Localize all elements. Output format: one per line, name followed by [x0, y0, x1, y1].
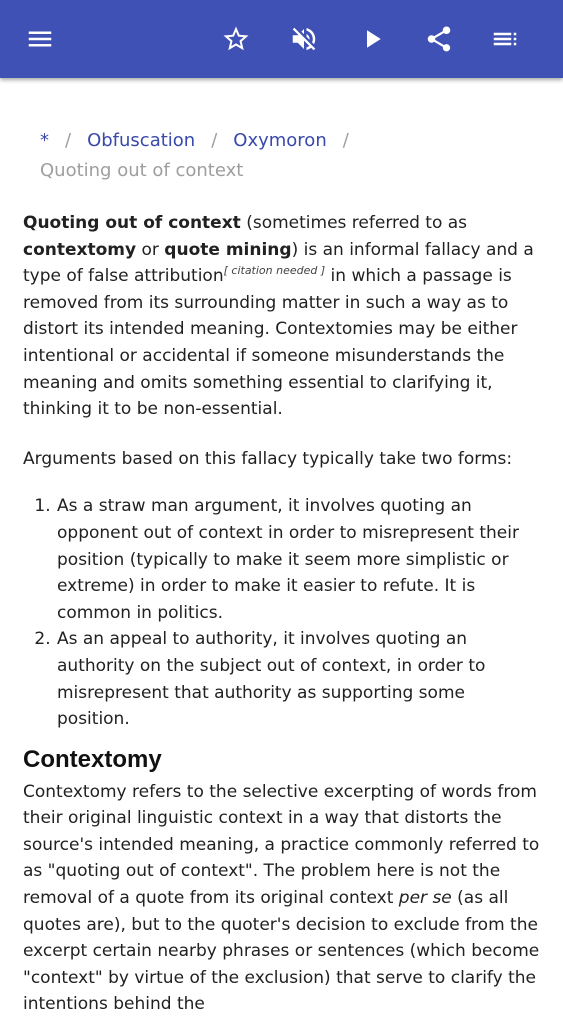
bookmark-button[interactable]: [216, 19, 256, 59]
breadcrumb-separator: /: [65, 130, 72, 151]
section-heading-contextomy: Contextomy: [23, 745, 162, 773]
breadcrumb-current: Quoting out of context: [40, 160, 244, 181]
mute-icon: [289, 24, 319, 54]
breadcrumb: [40, 126, 540, 186]
play-button[interactable]: [352, 19, 392, 59]
breadcrumb-item-oxymoron[interactable]: Oxymoron: [233, 130, 327, 151]
forms-paragraph: Arguments based on this fallacy typically take two forms:: [23, 448, 513, 469]
forms-list: [23, 493, 543, 732]
term-contextomy: contextomy: [23, 239, 137, 260]
breadcrumb-item-obfuscation[interactable]: Obfuscation: [87, 130, 196, 151]
star-icon: [221, 24, 251, 54]
section-emphasis: per se: [398, 888, 452, 909]
app-bar: [0, 0, 563, 78]
article-scroll-area[interactable]: [0, 78, 563, 1015]
intro-paragraph: [23, 210, 543, 423]
intro-text: ) is an informal fallacy and a type of false attribution: [23, 239, 534, 287]
table-of-contents-button[interactable]: [485, 19, 525, 59]
contextomy-paragraph: [23, 779, 543, 1018]
intro-text: (sometimes referred to as: [240, 213, 468, 233]
menu-button[interactable]: [20, 19, 60, 59]
term-quote-mining: quote mining: [164, 239, 292, 260]
term-quoting-out-of-context: Quoting out of context: [23, 213, 241, 233]
share-icon: [424, 24, 454, 54]
menu-icon: [25, 24, 55, 54]
breadcrumb-root[interactable]: *: [40, 130, 49, 151]
breadcrumb-separator: /: [342, 130, 349, 151]
section-text: (as all quotes are), but to the quoter's decision to exclude from the excerpt certain nearby phrases or sentences (which become "context" by virtue of the exclusion) that serve to clarify the intentions behind the: [23, 888, 540, 1015]
intro-text: in which a passage is removed from its surrounding matter in such a way as to distort its intended meaning. Contextomies may be either intentional or accidental if someone misunderstands the meaning and omits something essential to clarifying it, thinking it to be non-essential.: [23, 266, 518, 420]
intro-text: or: [136, 239, 165, 260]
breadcrumb-separator: /: [211, 130, 218, 151]
list-item: 1. As a straw man argument, it involves quoting an opponent out of context in order to misrepresent their position (typically to make it seem more simplistic or extreme) in order to make it easier to refute. It is common in politics.: [56, 493, 543, 626]
share-button[interactable]: [419, 19, 459, 59]
citation-needed[interactable]: [ citation needed ]: [223, 264, 326, 278]
play-icon: [357, 24, 387, 54]
article-body: [23, 210, 543, 1018]
list-item: 2. As an appeal to authority, it involves quoting an authority on the subject out of context, in order to misrepresent that authority as supporting some position.: [56, 626, 543, 732]
section-text: Contextomy refers to the selective excerpting of words from their original linguistic context in a way that distorts the source's intended meaning, a practice commonly referred to as "quoting out of context". The problem here is not the removal of a quote from its original context: [23, 781, 540, 909]
toc-icon: [490, 24, 520, 54]
mute-button[interactable]: [284, 19, 324, 59]
